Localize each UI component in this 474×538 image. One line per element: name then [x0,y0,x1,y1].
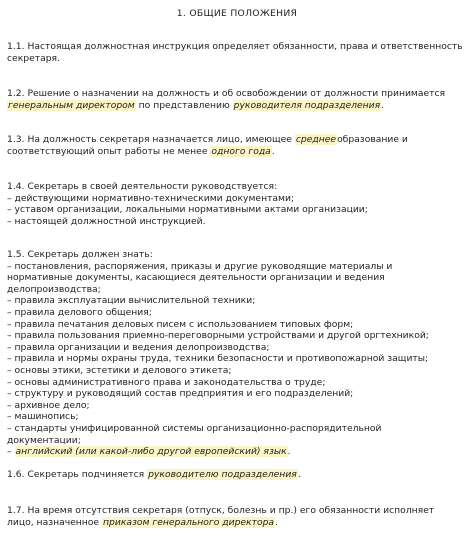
section-title: 1. ОБЩИЕ ПОЛОЖЕНИЯ [176,8,298,19]
paragraph-line: 1.5. Секретарь должен знать: [7,249,153,260]
highlighted-term: руководителю подразделения [148,469,297,480]
paragraph-line: 1.1. Настоящая должностная инструкция определяет обязанности, права и ответственность [7,41,463,52]
list-item: – машинопись; [7,411,79,423]
paragraph-line: 1.4. Секретарь в своей деятельности руководствуется: [7,181,278,192]
text-fragment: лицо, назначенное [7,516,103,528]
paragraph-line: 1.7. На время отсутствия секретаря (отпуск, болезнь и пр.) его обязанности исполняет [7,505,435,516]
list-item: – основы этики, эстетики и делового этикета; [7,364,232,376]
paragraph-line [7,517,469,529]
list-item: – архивное дело; [7,399,90,411]
paragraph-line: секретаря. [7,52,60,64]
list-item: – действующими нормативно-техническими документами; [7,192,295,204]
list-item: – уставом организации, локальными нормативными актами организации; [7,204,368,216]
text-fragment: . [381,99,385,111]
highlighted-term: одного года [211,145,271,157]
highlighted-term: руководителя подразделения [233,99,381,111]
list-item: – правила пользования приемно-переговорными устройствами и другой оргтехникой; [7,330,429,342]
paragraph-1-5 [7,249,469,458]
list-item: – основы административного права и законодательства о труде; [7,376,326,388]
paragraph-line [7,100,469,112]
highlighted-term: генеральным директором [8,99,135,111]
list-item: – стандарты унифицированной системы организационно-распорядительной [7,422,382,434]
list-item: делопроизводства; [7,283,101,295]
list-item: документации; [7,434,81,446]
list-item: – правила и нормы охраны труда, техники безопасности и противопожарной защиты; [7,353,429,365]
highlighted-term: английский (или какой-либо другой европейский) язык [15,446,287,458]
list-item: – правила организации и ведения делопроизводства; [7,341,270,353]
paragraph-line: 1.2. Решение о назначении на должность и об освобождении от должности принимается [7,88,446,99]
text-fragment: 1.3. На должность секретаря назначается лицо, имеющее [7,134,295,145]
text-fragment: . [297,469,301,480]
list-item: – настоящей должностной инструкцией. [7,215,206,227]
list-item [7,446,469,458]
text-fragment: 1.6. Секретарь подчиняется [7,469,148,480]
text-fragment: образование и [337,134,408,145]
text-fragment: – [7,446,15,458]
list-item: нормативные документы, касающиеся деятельности организации и ведения [7,272,385,284]
paragraph-line [7,469,469,481]
list-item: – правила печатания деловых писем с использованием типовых форм; [7,318,354,330]
list-item: – постановления, распоряжения, приказы и другие руководящие материалы и [7,260,393,272]
list-item: – структуру и руководящий состав предприятия и его подразделений; [7,388,354,400]
paragraph-1-6 [7,469,469,481]
text-fragment: по представлению [135,99,233,111]
paragraph-line [7,146,469,158]
list-item: – правила эксплуатации вычислительной техники; [7,295,256,307]
paragraph-line [7,134,469,146]
paragraph-1-3 [7,134,469,157]
text-fragment: . [287,446,291,458]
text-fragment: . [271,145,275,157]
text-fragment: . [275,516,278,528]
paragraph-1-4 [7,181,469,227]
paragraph-1-7 [7,505,469,528]
paragraph-1-1 [7,41,469,64]
list-item: – правила делового общения; [7,306,152,318]
text-fragment: соответствующий опыт работы не менее [7,145,211,157]
paragraph-1-2 [7,88,469,111]
highlighted-term: приказом генерального директора [103,516,275,528]
highlighted-term: среднее [295,134,337,145]
